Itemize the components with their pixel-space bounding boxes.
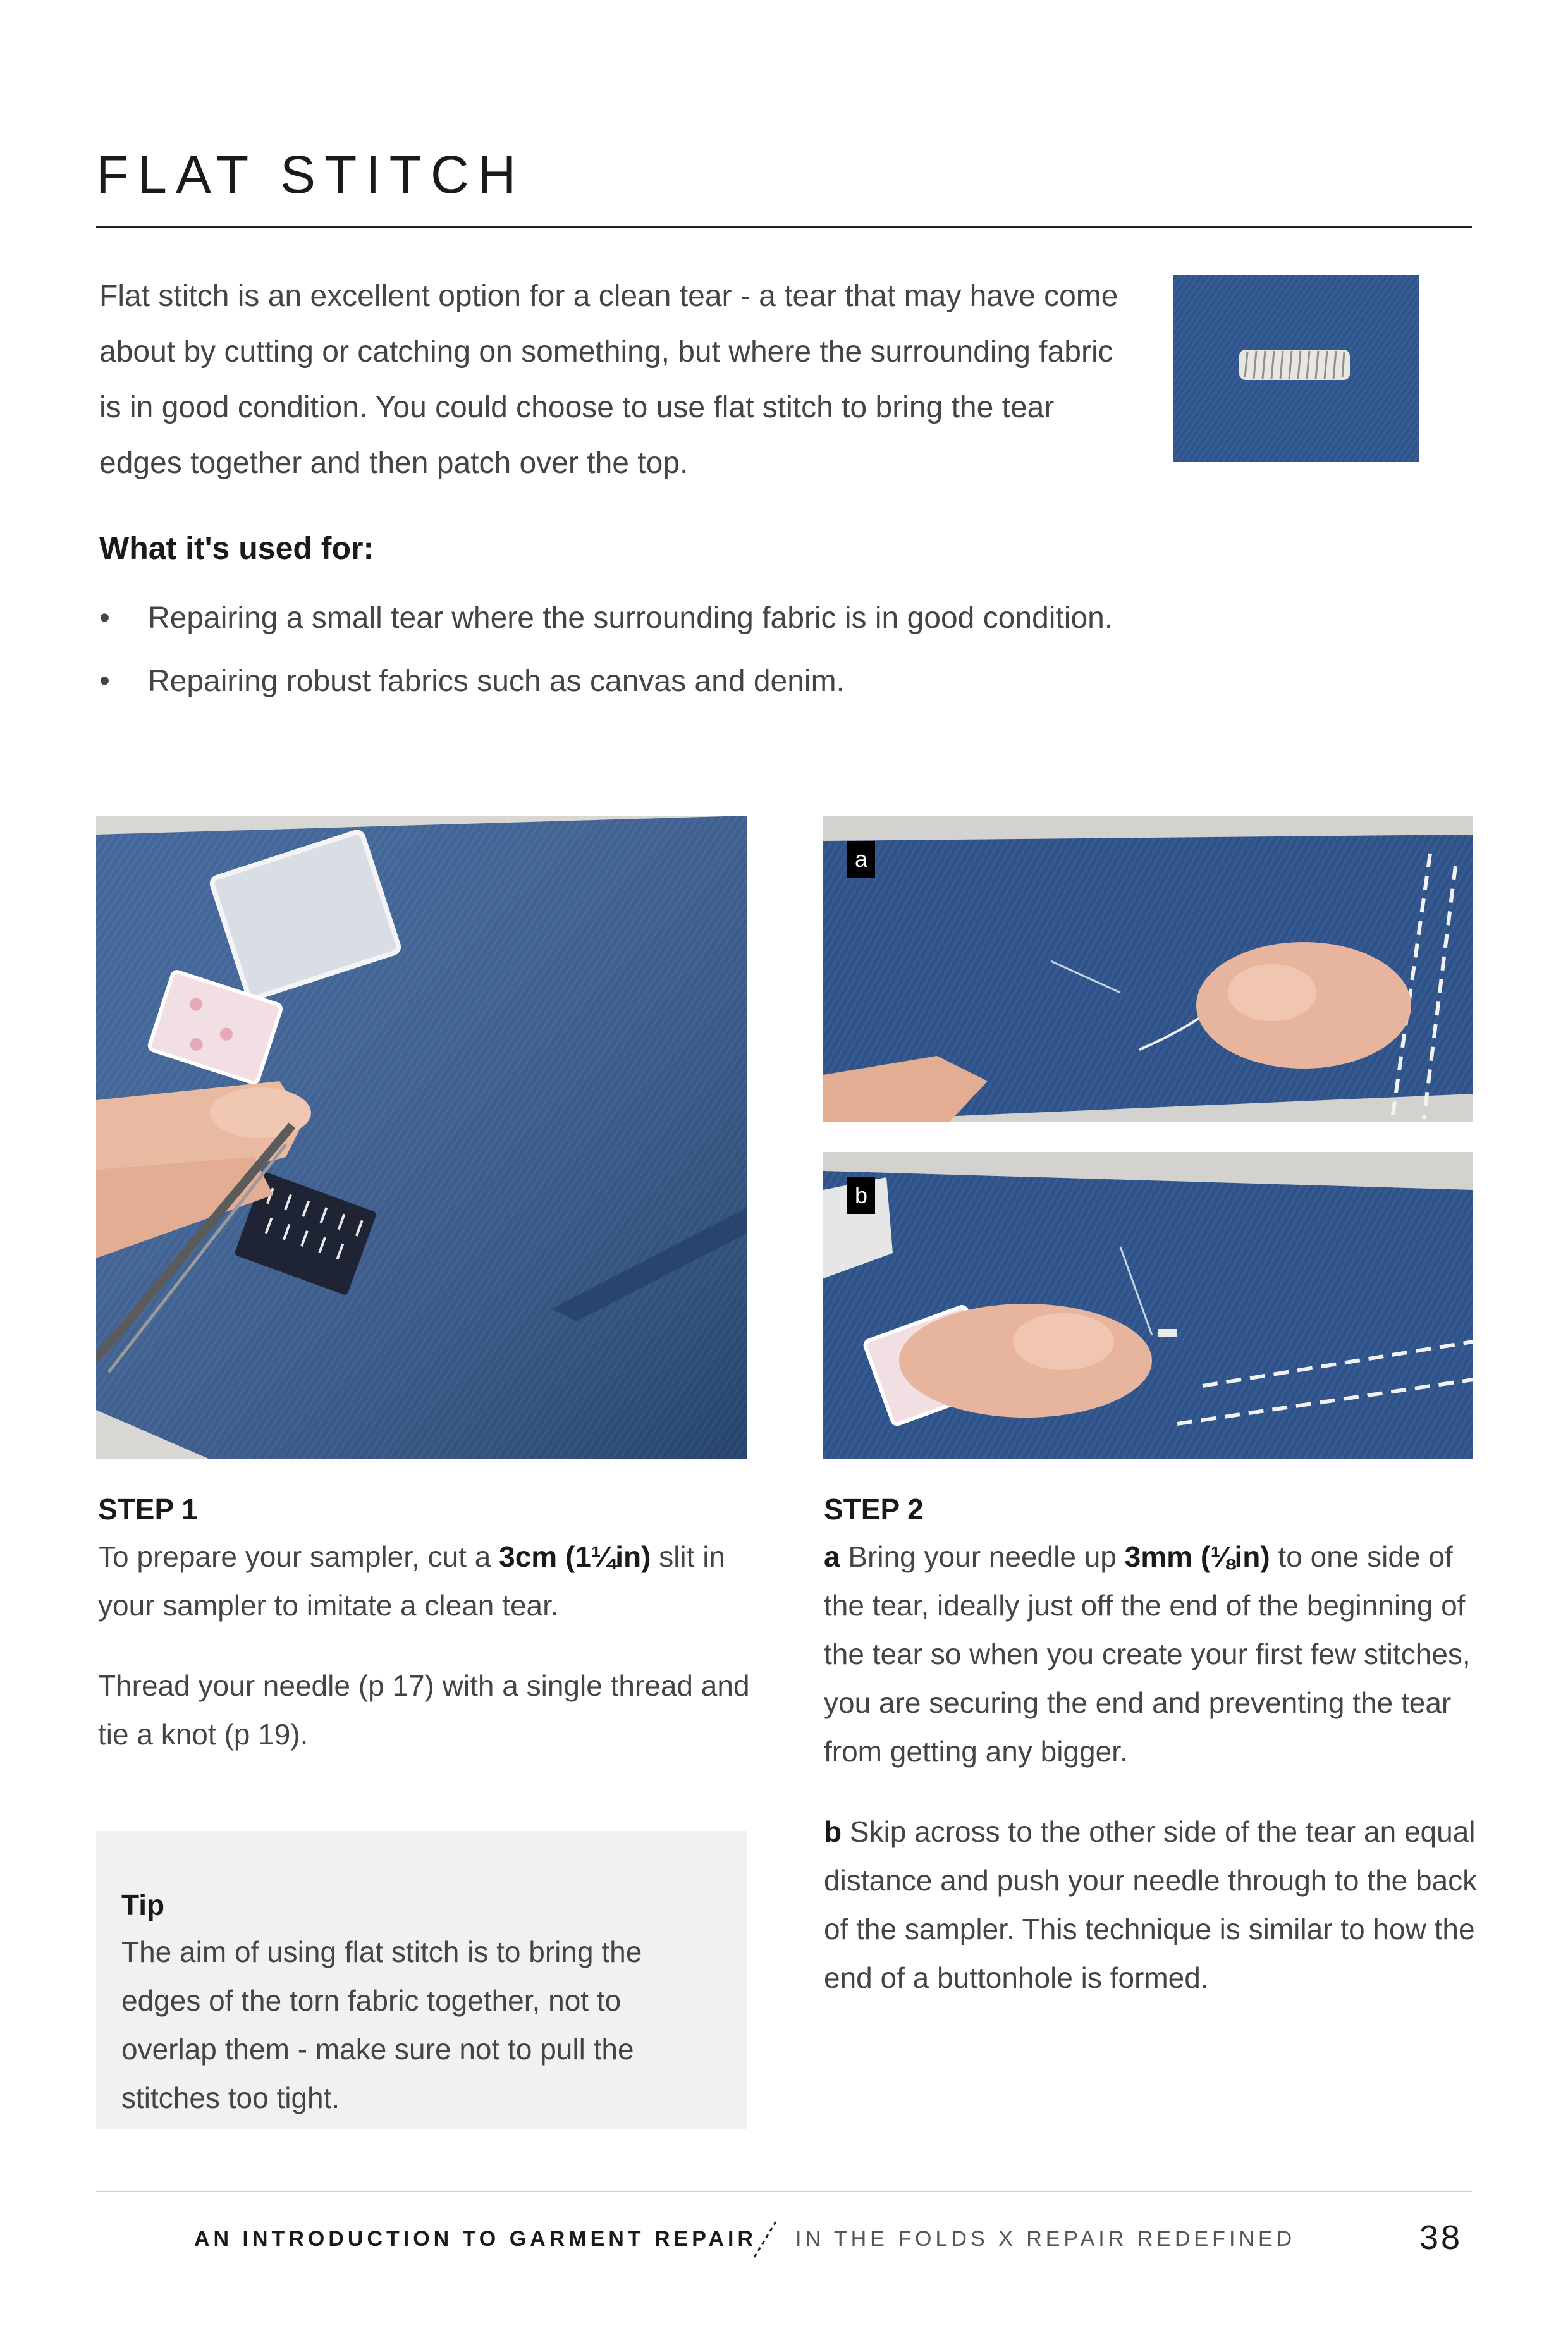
step1-section — [98, 1492, 759, 1759]
page-number: 38 — [1419, 2219, 1463, 2257]
tip-box — [96, 1831, 747, 2129]
page-title: FLAT STITCH — [96, 145, 525, 204]
footer-publisher: IN THE FOLDS X REPAIR REDEFINED — [795, 2227, 1296, 2251]
intro-paragraph: Flat stitch is an excellent option for a clean tear - a tear that may have come about by cutting or catching on something, but where the surrounding fabric is in good condition. You could choose to use flat stitch to bring the tear edges together and then patch over the top. — [99, 279, 1118, 480]
step2a-photo — [823, 816, 1473, 1122]
cutting-slit-photo — [96, 816, 747, 1459]
dotted-slash-icon — [749, 2219, 781, 2260]
list-item: • Repairing a small tear where the surrounding fabric is in good condition. — [99, 587, 1113, 650]
step2-text: Bring your needle up — [840, 1540, 1125, 1573]
uses-heading: What it's used for: — [99, 530, 374, 566]
step2a-marker: a — [824, 1540, 840, 1573]
step1-measurement: 3cm (1¼in) — [499, 1540, 651, 1573]
step1-paragraph-1 — [98, 1533, 759, 1630]
tip-body: The aim of using flat stitch is to bring the edges of the torn fabric together, not to overlap them - make sure not to pull the stitches too tight. — [121, 1935, 642, 2114]
footer-divider — [96, 2191, 1472, 2192]
step2b-label-chip: b — [847, 1177, 875, 1214]
step2-text: Skip across to the other side of the tear an equal distance and push your needle through to the back of the sampler. This technique is similar to how the end of a buttonhole is formed. — [824, 1815, 1478, 1994]
step2-text: to one side of the tear, ideally just off the end of the beginning of the tear so when you create your first few stitches, you are securing the end and preventing the tear from getting any bigger. — [824, 1540, 1471, 1768]
step2-measurement: 3mm (⅛in) — [1124, 1540, 1270, 1573]
step1-text: slit in your sampler to imitate a clean tear. — [98, 1540, 726, 1622]
step2-paragraph-b — [824, 1808, 1478, 2002]
list-item: • Repairing robust fabrics such as canvas and denim. — [99, 650, 1113, 713]
step1-text: To prepare your sampler, cut a — [98, 1540, 499, 1573]
title-divider — [96, 226, 1472, 228]
uses-list — [99, 587, 1113, 713]
flat-stitch-thumbnail-image — [1173, 275, 1419, 462]
step1-heading: STEP 1 — [98, 1493, 198, 1526]
step1-paragraph-2: Thread your needle (p 17) with a single thread and tie a knot (p 19). — [98, 1669, 750, 1751]
step2b-marker: b — [824, 1815, 842, 1848]
step2-section — [824, 1492, 1478, 2002]
footer-book-title: AN INTRODUCTION TO GARMENT REPAIR — [194, 2227, 757, 2251]
step2-heading: STEP 2 — [824, 1493, 924, 1526]
step2b-photo — [823, 1152, 1473, 1459]
step2-paragraph-a — [824, 1533, 1478, 1776]
step2a-label-chip: a — [847, 841, 875, 878]
tip-heading: Tip — [121, 1889, 165, 1921]
